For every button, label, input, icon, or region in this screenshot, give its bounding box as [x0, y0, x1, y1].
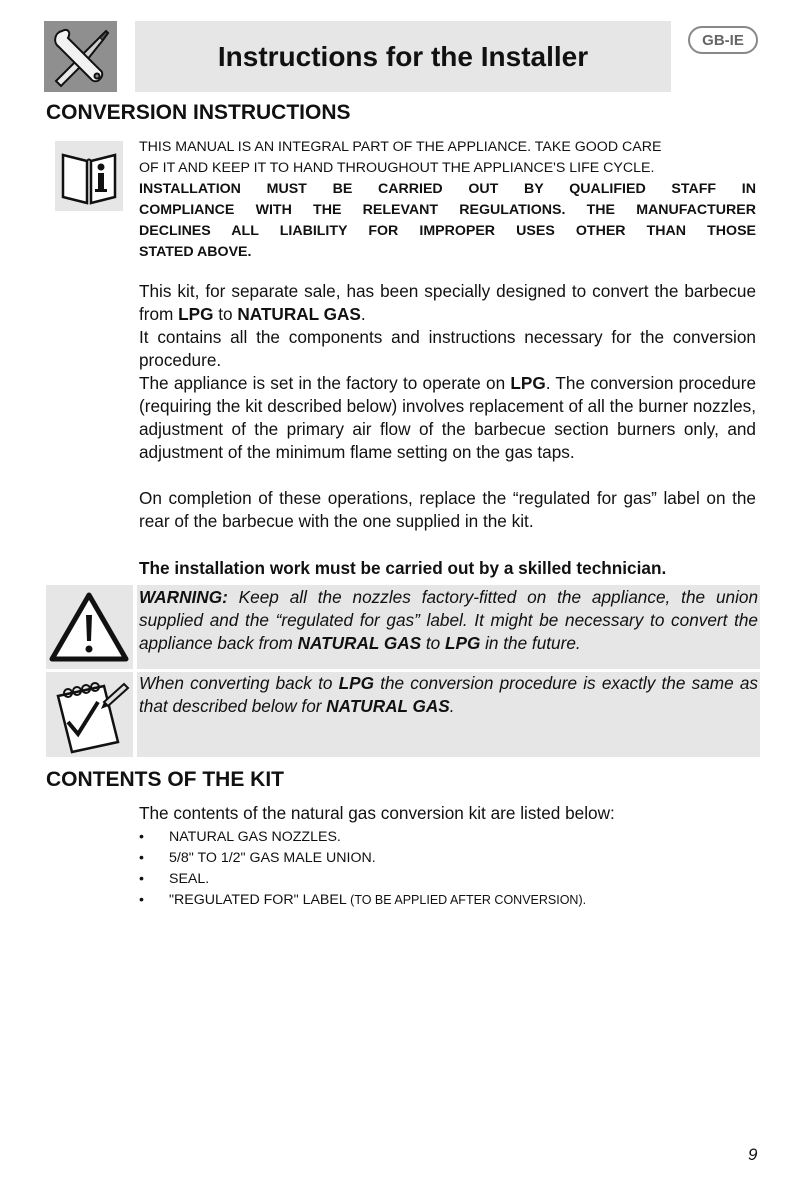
- section-heading-conversion: CONVERSION INSTRUCTIONS: [46, 101, 351, 124]
- text-run: This kit, for separate sale, has been specially designed to convert the barbecue from: [139, 281, 756, 324]
- text-run: When converting back to: [139, 673, 339, 693]
- lpg-term: LPG: [510, 373, 546, 393]
- notepad-pencil-icon: [46, 672, 133, 757]
- manual-notice: [139, 137, 756, 263]
- factory-setting-paragraph: [139, 372, 756, 464]
- list-item: [139, 869, 779, 890]
- warning-triangle-icon: [46, 585, 133, 669]
- notice-line: THIS MANUAL IS AN INTEGRAL PART OF THE APPLIANCE. TAKE GOOD CARE: [139, 139, 662, 155]
- lpg-term: LPG: [338, 673, 374, 693]
- note-text: [139, 672, 758, 718]
- list-item: [139, 848, 779, 869]
- page-title: Instructions for the Installer: [217, 40, 589, 72]
- natural-gas-term: NATURAL GAS: [237, 304, 361, 324]
- lpg-term: LPG: [178, 304, 214, 324]
- text-run: The appliance is set in the factory to operate on: [139, 373, 511, 393]
- list-item-text: "REGULATED FOR" LABEL: [169, 892, 351, 908]
- components-paragraph: It contains all the components and instructions necessary for the conversion procedure.: [139, 327, 756, 370]
- manual-icon-box: [55, 141, 123, 211]
- notice-bold-line: STATED ABOVE.: [139, 244, 252, 260]
- lpg-term: LPG: [444, 633, 481, 653]
- notice-bold-line: DECLINES ALL LIABILITY FOR IMPROPER USES OTHER THAN THOSE: [139, 223, 756, 239]
- language-badge: GB-IE: [688, 26, 758, 54]
- kit-contents-list: [139, 827, 779, 911]
- notice-bold-line: COMPLIANCE WITH THE RELEVANT REGULATIONS. THE MANUFACTURER: [139, 202, 756, 218]
- skilled-technician-note: The installation work must be carried out by a skilled technician.: [139, 558, 667, 578]
- text-run: .: [449, 696, 455, 716]
- section-heading-kit: CONTENTS OF THE KIT: [46, 768, 284, 791]
- tools-icon: [44, 21, 117, 92]
- text-run: to: [421, 633, 445, 653]
- label-replacement-paragraph: On completion of these operations, replace the “regulated for gas” label on the rear of the barbecue with the one supplied in the kit.: [139, 488, 756, 531]
- bullet: •: [139, 850, 144, 866]
- natural-gas-term: NATURAL GAS: [297, 633, 422, 653]
- notice-line: OF IT AND KEEP IT TO HAND THROUGHOUT THE APPLIANCE'S LIFE CYCLE.: [139, 160, 655, 176]
- text-run: in the future.: [480, 633, 581, 653]
- note-icon-box: [46, 672, 133, 757]
- list-item-text: NATURAL GAS NOZZLES.: [169, 829, 341, 845]
- warning-label: WARNING:: [139, 587, 228, 607]
- list-item: [139, 890, 779, 911]
- text-run: the conversion procedure is exactly the same as that described below for: [139, 673, 758, 716]
- warning-text: [139, 586, 758, 655]
- tools-logo: [44, 21, 117, 92]
- text-run: .: [360, 304, 366, 324]
- kit-intro: The contents of the natural gas conversion kit are listed below:: [139, 803, 615, 823]
- text-run: Keep all the nozzles factory-fitted on the appliance, the union supplied and the “regulated for gas” label. It might be necessary to convert the appliance back from: [139, 587, 758, 653]
- bullet: •: [139, 892, 144, 908]
- list-item-text: 5/8" TO 1/2" GAS MALE UNION.: [169, 850, 376, 866]
- notice-bold-line: INSTALLATION MUST BE CARRIED OUT BY QUALIFIED STAFF IN: [139, 181, 756, 197]
- manual-info-icon: [55, 141, 123, 211]
- list-item: [139, 827, 779, 848]
- text-run: . The conversion procedure (requiring the kit described below) involves replacement of all the burner nozzles, adjustment of the primary air flow of the barbecue section burners only, and adjustment of the minimum flame setting on the gas taps.: [139, 373, 757, 462]
- text-run: to: [213, 304, 238, 324]
- list-item-note: (TO BE APPLIED AFTER CONVERSION).: [350, 893, 587, 907]
- warning-icon-box: [46, 585, 133, 669]
- page-number: 9: [748, 1145, 758, 1164]
- natural-gas-term: NATURAL GAS: [326, 696, 450, 716]
- list-item-text: SEAL.: [169, 871, 210, 887]
- bullet: •: [139, 871, 144, 887]
- bullet: •: [139, 829, 144, 845]
- kit-description-paragraph: [139, 280, 756, 326]
